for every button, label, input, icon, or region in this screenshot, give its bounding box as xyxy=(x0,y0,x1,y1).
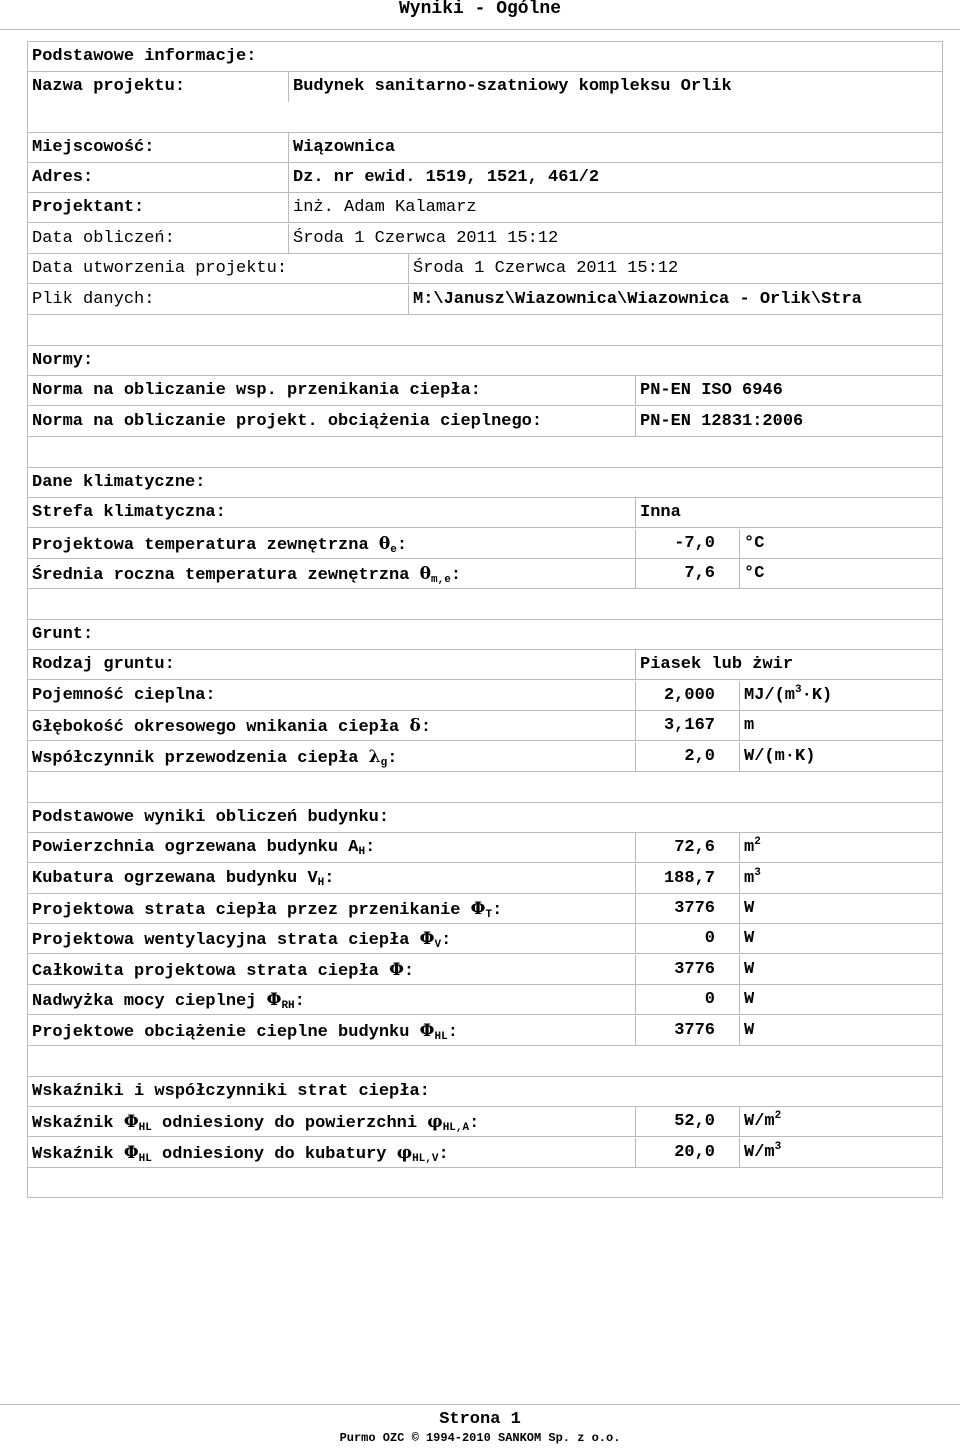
label: Projektant: xyxy=(32,198,145,217)
indicator-area-value: 52,0 xyxy=(635,1107,739,1137)
section-title: Normy: xyxy=(32,351,94,370)
city-value: Wiązownica xyxy=(288,133,944,163)
row-indicator-volume xyxy=(28,1138,942,1168)
label: Rodzaj gruntu: xyxy=(32,655,175,674)
indicator-volume-unit: $W/m^3$ xyxy=(739,1138,944,1168)
footer-rule xyxy=(0,1404,960,1405)
phi-small-symbol: φ xyxy=(396,1143,413,1163)
temp-design-value: -7,0 xyxy=(635,529,739,559)
climate-zone-value: Inna xyxy=(635,498,944,528)
label: Wskaźnik $\Phi_{HL}$ odniesiony do powierzchni $\varphi_{HL,A}$: xyxy=(32,1112,480,1134)
section-ground-header xyxy=(28,620,942,650)
row-designer xyxy=(28,193,942,223)
label: Strefa klimatyczna: xyxy=(32,503,226,522)
row-indicator-area xyxy=(28,1107,942,1137)
section-title: Podstawowe informacje: xyxy=(32,47,257,66)
calc-date-value: Środa 1 Czerwca 2011 15:12 xyxy=(288,224,944,254)
row-city xyxy=(28,133,942,163)
total-loss-value: 3776 xyxy=(635,955,739,985)
row-norm-transfer xyxy=(28,376,942,406)
label: Pojemność cieplna: xyxy=(32,686,216,705)
delta-symbol: δ xyxy=(409,716,421,736)
row-address xyxy=(28,163,942,193)
label: Norma na obliczanie wsp. przenikania ciepła: xyxy=(32,381,481,400)
heated-volume-unit: $m^3$ xyxy=(739,864,944,894)
heated-area-value: 72,6 xyxy=(635,833,739,863)
label: Wskaźnik $\Phi_{HL}$ odniesiony do kubatury $\varphi_{HL,V}$: xyxy=(32,1143,449,1165)
indicator-volume-value: 20,0 xyxy=(635,1138,739,1168)
lambda-symbol: λ xyxy=(368,747,381,767)
section-norms-header xyxy=(28,346,942,376)
page-number: Strona 1 xyxy=(439,1410,521,1429)
label: Adres: xyxy=(32,168,94,187)
row-heat-load xyxy=(28,1016,942,1046)
temp-design-unit: °C xyxy=(739,529,944,559)
section-indicators-header xyxy=(28,1077,942,1107)
section-climate-header xyxy=(28,468,942,498)
page-title: Wyniki - Ogólne xyxy=(398,0,562,19)
copyright: Purmo OZC © 1994-2010 SANKOM Sp. z o.o. xyxy=(339,1431,621,1445)
norm-transfer-value: PN-EN ISO 6946 xyxy=(635,376,944,406)
spacer xyxy=(28,315,942,346)
row-climate-zone xyxy=(28,498,942,528)
heating-surplus-unit: W xyxy=(739,985,944,1015)
section-results-header xyxy=(28,803,942,833)
row-heated-area xyxy=(28,833,942,863)
spacer xyxy=(28,589,942,620)
row-heated-volume xyxy=(28,864,942,894)
row-heat-capacity xyxy=(28,681,942,711)
row-ground-type xyxy=(28,650,942,680)
heating-surplus-value: 0 xyxy=(635,985,739,1015)
phi-symbol: Φ xyxy=(123,1143,139,1163)
label: Miejscowość: xyxy=(32,138,155,157)
temp-mean-value: 7,6 xyxy=(635,559,739,589)
label: Data utworzenia projektu: xyxy=(32,259,288,278)
section-title: Wskaźniki i współczynniki strat ciepła: xyxy=(32,1082,430,1101)
row-transmission-loss xyxy=(28,894,942,924)
heated-volume-value: 188,7 xyxy=(635,864,739,894)
row-calc-date xyxy=(28,224,942,254)
label: Całkowita projektowa strata ciepła Φ: xyxy=(32,960,415,981)
label: Nadwyżka mocy cieplnej $\Phi_{RH}$: xyxy=(32,990,305,1012)
heat-capacity-value: 2,000 xyxy=(635,681,739,711)
ventilation-loss-value: 0 xyxy=(635,924,739,954)
indicator-area-unit: $W/m^2$ xyxy=(739,1107,944,1137)
row-project-name xyxy=(28,72,942,133)
transmission-loss-value: 3776 xyxy=(635,894,739,924)
label: Projektowa temperatura zewnętrzna $\theta_e$: xyxy=(32,534,408,556)
heat-load-unit: W xyxy=(739,1016,944,1046)
section-title: Grunt: xyxy=(32,625,94,644)
row-ventilation-loss xyxy=(28,924,942,954)
phi-symbol: Φ xyxy=(266,990,282,1010)
phi-small-symbol: φ xyxy=(427,1112,443,1132)
conductivity-unit: W/(m·K) xyxy=(739,742,944,772)
label: Kubatura ogrzewana budynku $V_H$: xyxy=(32,869,335,889)
label: Projektowa strata ciepła przez przenikanie $\Phi_T$: xyxy=(32,899,503,921)
label: Głębokość okresowego wnikania ciepła δ: xyxy=(32,716,432,737)
row-norm-load xyxy=(28,407,942,437)
label: Norma na obliczanie projekt. obciążenia cieplnego: xyxy=(32,412,543,431)
created-date-value: Środa 1 Czerwca 2011 15:12 xyxy=(408,254,944,284)
label: Powierzchnia ogrzewana budynku $A_H$: xyxy=(32,838,376,858)
row-temp-design xyxy=(28,529,942,559)
penetration-depth-unit: m xyxy=(739,711,944,741)
label: Projektowe obciążenie cieplne budynku $\Phi_{HL}$: xyxy=(32,1021,458,1043)
address-value: Dz. nr ewid. 1519, 1521, 461/2 xyxy=(288,163,944,193)
spacer xyxy=(28,437,942,468)
heat-capacity-unit: $MJ/(m^3\cdot K)$ xyxy=(739,681,944,711)
temp-mean-unit: °C xyxy=(739,559,944,589)
ventilation-loss-unit: W xyxy=(739,924,944,954)
ground-type-value: Piasek lub żwir xyxy=(635,650,944,680)
row-temp-mean xyxy=(28,559,942,589)
row-penetration-depth xyxy=(28,711,942,741)
heated-area-unit: $m^2$ xyxy=(739,833,944,863)
total-loss-unit: W xyxy=(739,955,944,985)
designer-value: inż. Adam Kalamarz xyxy=(288,193,944,223)
theta-symbol: θ xyxy=(378,534,391,554)
row-created-date xyxy=(28,254,942,284)
phi-symbol: Φ xyxy=(123,1112,139,1132)
project-name-value: Budynek sanitarno-szatniowy kompleksu Orlik xyxy=(288,72,944,102)
phi-symbol: Φ xyxy=(419,929,435,949)
label: Projektowa wentylacyjna strata ciepła $\Phi_V$: xyxy=(32,929,452,951)
phi-symbol: Φ xyxy=(419,1021,435,1041)
row-conductivity xyxy=(28,742,942,772)
theta-symbol: θ xyxy=(419,564,432,584)
header-rule xyxy=(0,29,960,30)
file-value: M:\Janusz\Wiazownica\Wiazownica - Orlik\Stra xyxy=(408,285,944,315)
section-title: Dane klimatyczne: xyxy=(32,473,206,492)
norm-load-value: PN-EN 12831:2006 xyxy=(635,407,944,437)
label: Średnia roczna temperatura zewnętrzna $\theta_{m,e}$: xyxy=(32,564,462,586)
row-file xyxy=(28,285,942,315)
results-sheet xyxy=(27,41,943,1198)
section-basic-header xyxy=(28,42,942,72)
label: Współczynnik przewodzenia ciepła $\lambda_g$: xyxy=(32,747,398,769)
section-title: Podstawowe wyniki obliczeń budynku: xyxy=(32,808,390,827)
spacer xyxy=(28,1046,942,1077)
heat-load-value: 3776 xyxy=(635,1016,739,1046)
row-heating-surplus xyxy=(28,985,942,1015)
label: Plik danych: xyxy=(32,290,155,309)
conductivity-value: 2,0 xyxy=(635,742,739,772)
phi-symbol: Φ xyxy=(389,960,404,980)
row-total-loss xyxy=(28,955,942,985)
phi-symbol: Φ xyxy=(470,899,486,919)
penetration-depth-value: 3,167 xyxy=(635,711,739,741)
label: Nazwa projektu: xyxy=(32,77,186,96)
spacer xyxy=(28,772,942,803)
label: Data obliczeń: xyxy=(32,229,175,248)
transmission-loss-unit: W xyxy=(739,894,944,924)
